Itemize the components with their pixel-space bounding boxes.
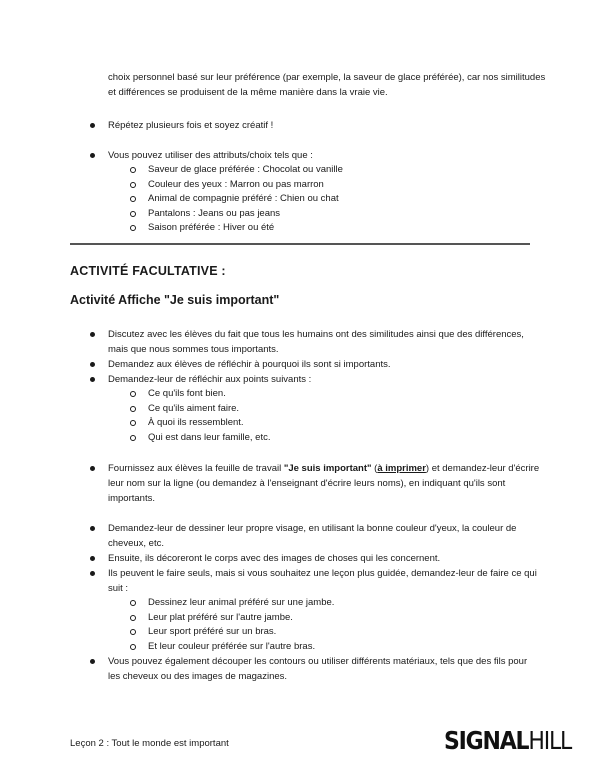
section-divider <box>70 243 530 245</box>
worksheet-title: "Je suis important" <box>283 463 372 474</box>
guided-sublist <box>130 596 540 654</box>
footer-lesson-title: Leçon 2 : Tout le monde est important <box>70 738 229 749</box>
sub-list-item: Qui est dans leur famille, etc. <box>130 431 540 446</box>
intro-paragraph: choix personnel basé sur leur préférence (par exemple, la saveur de glace préférée), car nos similitudes et différences se produisent de la même manière dans la vraie vie. <box>108 72 546 98</box>
logo-thin-part: HILL <box>528 727 572 756</box>
sub-list-item: Et leur couleur préférée sur l'autre bras. <box>130 640 540 655</box>
list-item: Ensuite, ils décoreront le corps avec des images de choses qui les concernent. <box>90 551 540 566</box>
logo-bold-part: SIGNAL <box>444 727 529 756</box>
sub-list-item: Saveur de glace préférée : Chocolat ou vanille <box>130 163 540 178</box>
sub-list-item: Dessinez leur animal préféré sur une jambe. <box>130 596 540 611</box>
attributes-lead: Vous pouvez utiliser des attributs/choix tels que : <box>108 150 313 161</box>
sub-list-item: Leur plat préféré sur l'autre jambe. <box>130 611 540 626</box>
drawing-list <box>90 521 540 684</box>
sub-list-item: Leur sport préféré sur un bras. <box>130 625 540 640</box>
guided-lead: Ils peuvent le faire seuls, mais si vous souhaitez une leçon plus guidée, demandez-leur de faire ce qui suit : <box>108 568 537 594</box>
worksheet-text-post: ) et demandez-leur d'écrire leur nom sur la ligne (ou demandez à l'enseignant d'écrire leurs noms), en indiquant qu'ils sont importants. <box>108 463 540 504</box>
sub-list-item: Pantalons : Jeans ou pas jeans <box>130 207 540 222</box>
attributes-list <box>90 148 540 236</box>
list-item <box>90 372 540 445</box>
list-item: Demandez aux élèves de réfléchir à pourquoi ils sont si importants. <box>90 357 540 372</box>
attributes-sublist <box>130 163 540 236</box>
worksheet-list <box>90 461 540 506</box>
signal-hill-logo <box>444 727 571 756</box>
list-item <box>90 566 540 654</box>
list-item <box>90 148 540 236</box>
list-item: Demandez-leur de dessiner leur propre visage, en utilisant la bonne couleur d'yeux, la couleur de cheveux, etc. <box>90 521 540 551</box>
worksheet-text-pre: Fournissez aux élèves la feuille de travail <box>108 463 284 474</box>
worksheet-text-mid: ( <box>371 463 378 474</box>
sub-list-item: Ce qu'ils aiment faire. <box>130 402 540 417</box>
list-item: Répétez plusieurs fois et soyez créatif ! <box>90 118 540 133</box>
reflect-lead: Demandez-leur de réfléchir aux points suivants : <box>108 374 312 385</box>
print-link[interactable]: à imprimer <box>377 463 426 474</box>
activity-heading: Activité Affiche "Je suis important" <box>70 293 280 307</box>
optional-activity-heading: ACTIVITÉ FACULTATIVE : <box>70 264 226 278</box>
reflect-sublist <box>130 387 540 445</box>
sub-list-item: Couleur des yeux : Marron ou pas marron <box>130 178 540 193</box>
sub-list-item: Ce qu'ils font bien. <box>130 387 540 402</box>
repeat-list <box>90 118 540 133</box>
list-item: Discutez avec les élèves du fait que tous les humains ont des similitudes ainsi que des différences, mais que nous sommes tous importants. <box>90 327 540 357</box>
list-item <box>90 461 540 506</box>
list-item: Vous pouvez également découper les contours ou utiliser différents matériaux, tels que des fils pour les cheveux ou des images de magazines. <box>90 654 540 684</box>
sub-list-item: Saison préférée : Hiver ou été <box>130 221 540 236</box>
sub-list-item: Animal de compagnie préféré : Chien ou chat <box>130 192 540 207</box>
sub-list-item: À quoi ils ressemblent. <box>130 416 540 431</box>
discussion-list <box>90 327 540 445</box>
